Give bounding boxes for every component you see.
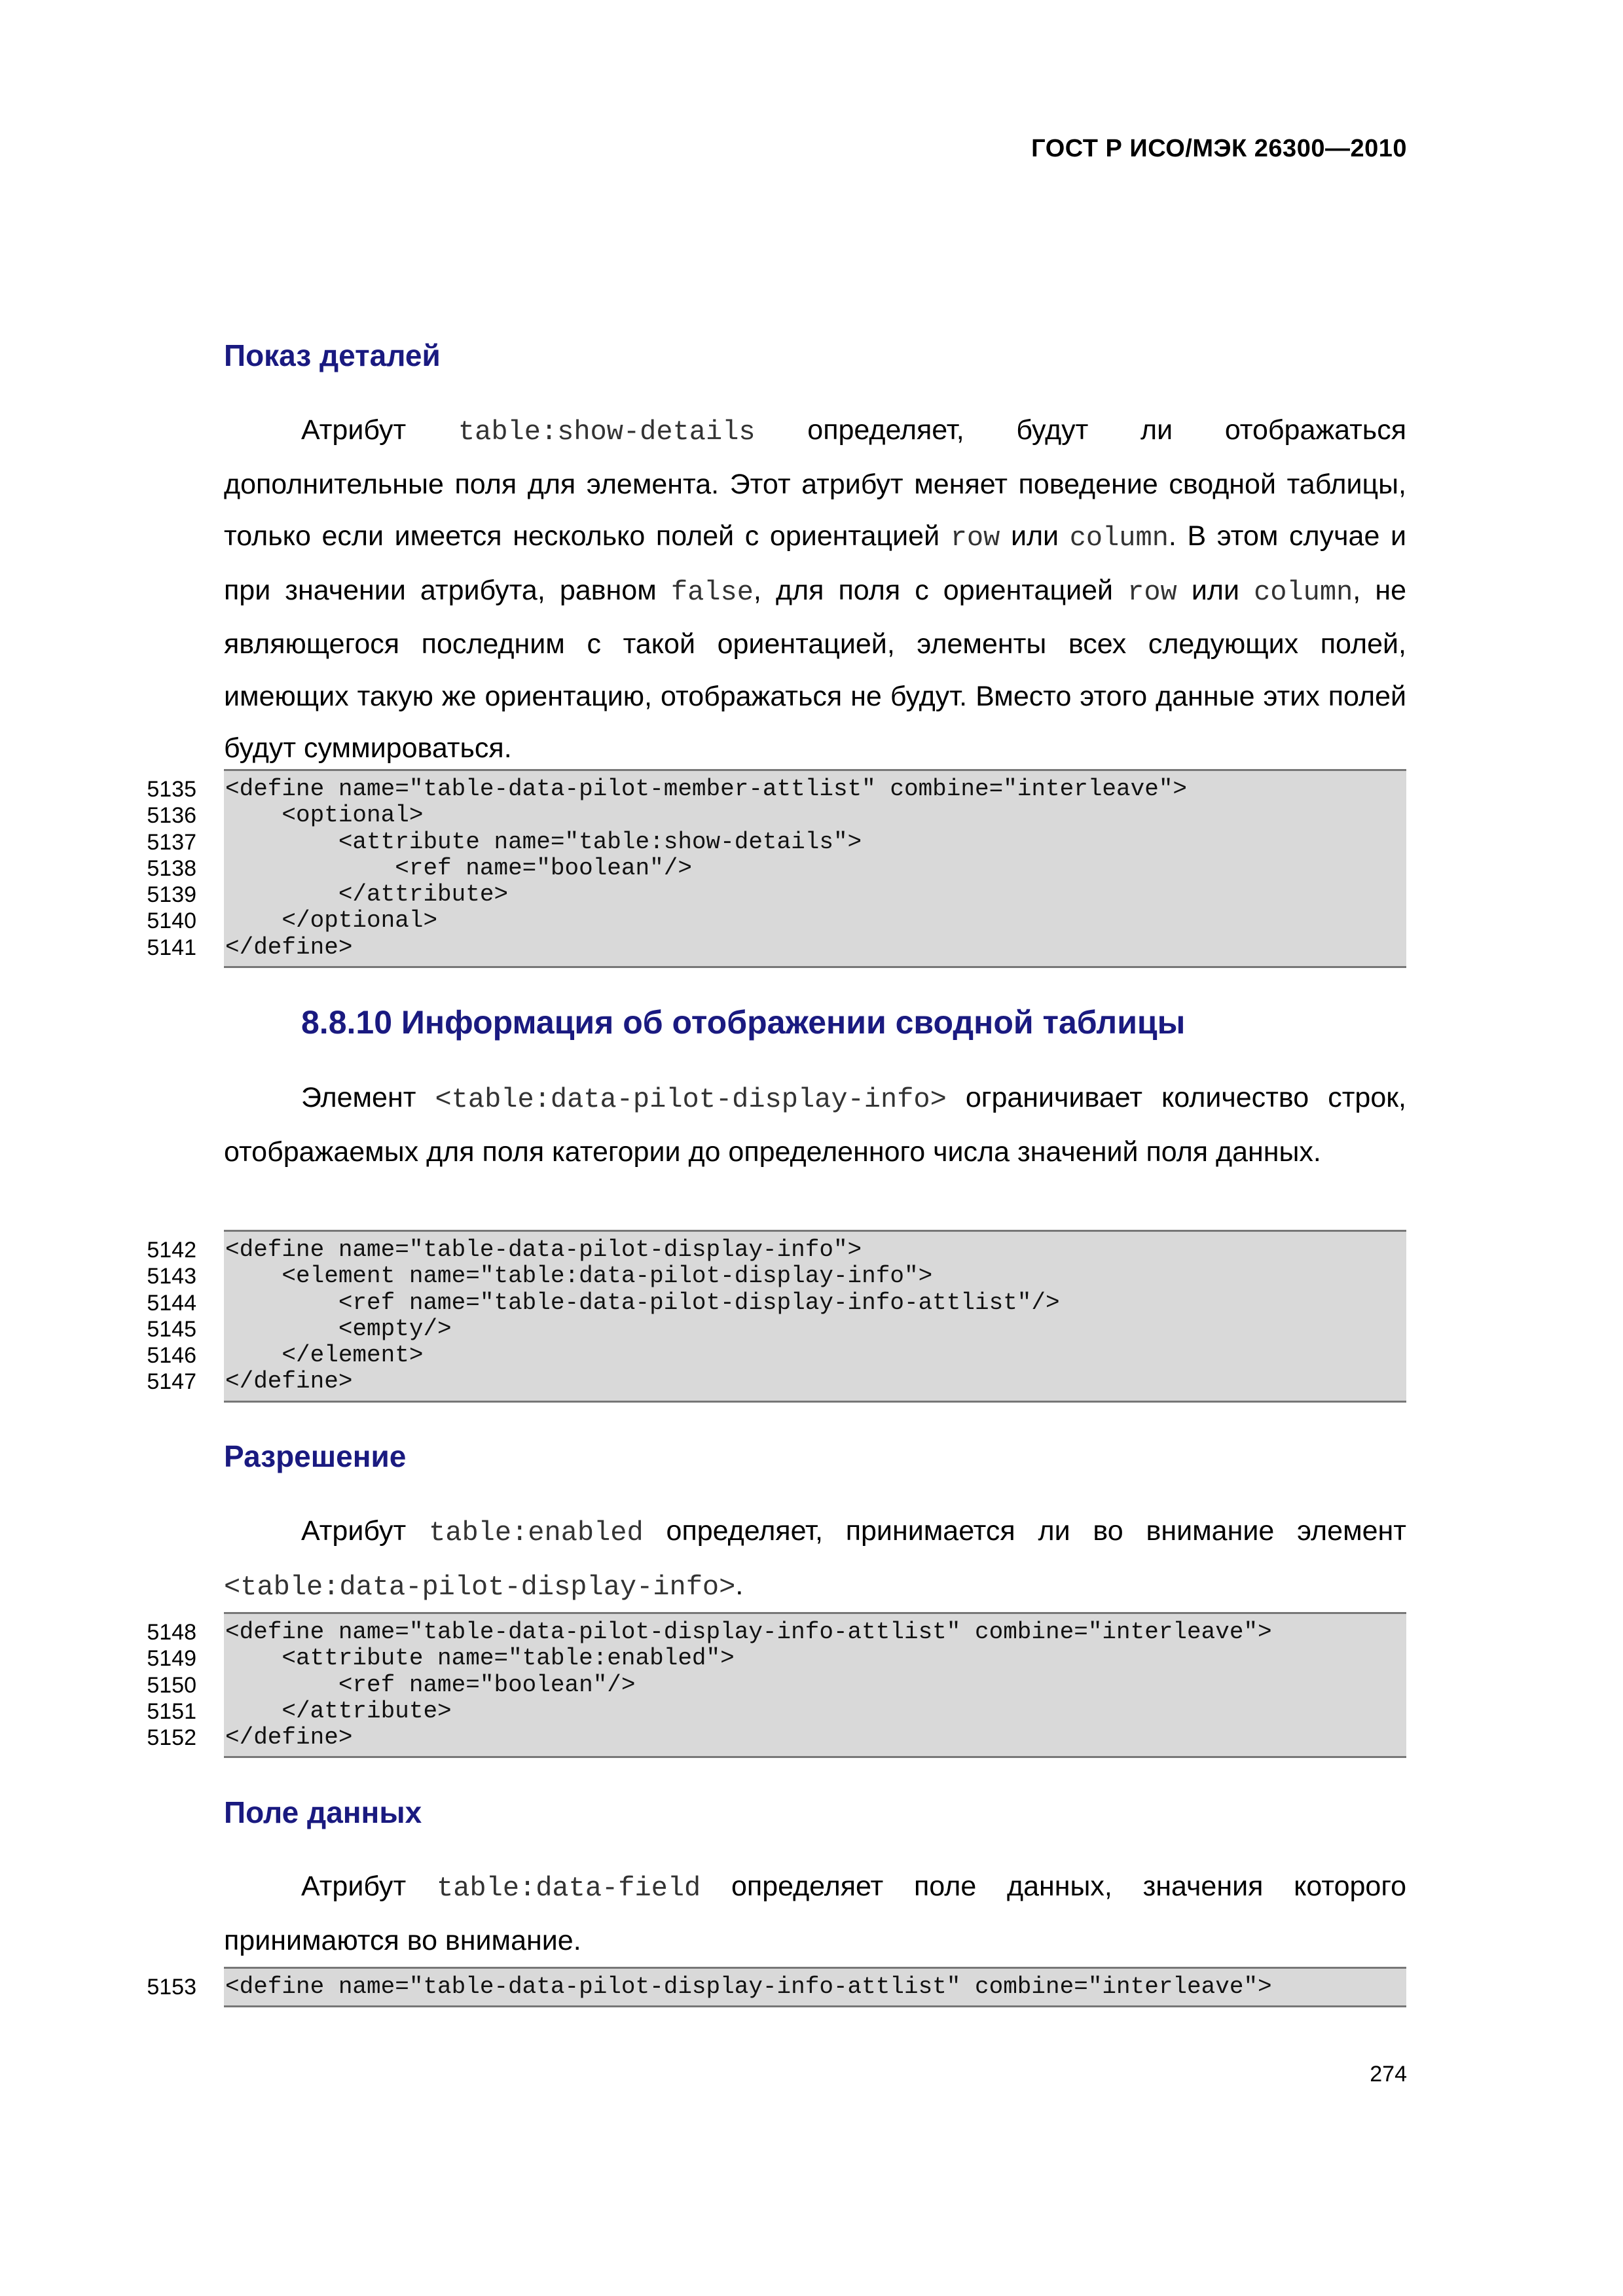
document-code-header: ГОСТ Р ИСО/МЭК 26300—2010	[1031, 135, 1407, 162]
line-number: 5149	[147, 1646, 196, 1672]
section-heading-display-info: 8.8.10 Информация об отображении сводной таблицы	[301, 1004, 1186, 1041]
section-heading-data-field: Поле данных	[224, 1795, 422, 1829]
paragraph-show-details: Атрибут table:show-details определяет, будут ли отображаться дополнительные поля для элемента. Этот атрибут меняет поведение сводной таблицы, только если имеется несколько полей с ориентацией row или column. В этом случае и при значении атрибута, равном false, для поля с ориентацией row или column, не являющегося последним с такой ориентацией, элементы всех следующих полей, имеющих такую же ориентацию, отображаться не будут. Вместо этого данные этих полей будут суммироваться.	[224, 414, 1406, 764]
code-line: 5138 <ref name="boolean"/>	[224, 855, 1406, 882]
code-term: <table:data-pilot-display-info>	[224, 1571, 736, 1603]
code-listing-enabled	[147, 1612, 1406, 1758]
line-number: 5141	[147, 935, 196, 960]
line-number: 5139	[147, 882, 196, 908]
line-number: 5144	[147, 1290, 196, 1316]
code-term: false	[670, 576, 754, 608]
code-line: 5142 <define name="table-data-pilot-display-info">	[224, 1237, 1406, 1263]
line-number: 5152	[147, 1725, 196, 1751]
code-listing-data-field	[147, 1967, 1406, 2007]
code-term: row	[950, 522, 1000, 554]
line-number: 5135	[147, 777, 196, 802]
line-number: 5146	[147, 1343, 196, 1369]
code-line: 5146 </element>	[224, 1342, 1406, 1369]
line-number: 5145	[147, 1316, 196, 1342]
code-listing-show-details	[147, 769, 1406, 968]
code-line: 5144 <ref name="table-data-pilot-display-info-attlist"/>	[224, 1290, 1406, 1316]
code-term: table:enabled	[429, 1517, 644, 1549]
paragraph-enabled: Атрибут table:enabled определяет, принимается ли во внимание элемент <table:data-pilot-display-info>.	[224, 1515, 1406, 1603]
code-line: 5143 <element name="table:data-pilot-display-info">	[224, 1263, 1406, 1289]
line-number: 5137	[147, 829, 196, 855]
code-line: 5151 </attribute>	[224, 1698, 1406, 1725]
line-number: 5142	[147, 1238, 196, 1263]
line-number: 5140	[147, 908, 196, 934]
code-line: 5153 <define name="table-data-pilot-display-info-attlist" combine="interleave">	[224, 1974, 1406, 2000]
line-number: 5138	[147, 855, 196, 881]
line-number: 5153	[147, 1975, 196, 2000]
code-term: <table:data-pilot-display-info>	[435, 1084, 947, 1115]
section-heading-enabled: Разрешение	[224, 1439, 407, 1473]
code-line: 5150 <ref name="boolean"/>	[224, 1672, 1406, 1698]
code-line: 5148 <define name="table-data-pilot-display-info-attlist" combine="interleave">	[224, 1619, 1406, 1645]
code-term: table:data-field	[437, 1873, 701, 1904]
code-line: 5135 <define name="table-data-pilot-member-attlist" combine="interleave">	[224, 776, 1406, 802]
code-term: column	[1254, 576, 1353, 608]
code-line: 5137 <attribute name="table:show-details">	[224, 829, 1406, 855]
section-heading-show-details: Показ деталей	[224, 338, 441, 372]
paragraph-display-info: Элемент <table:data-pilot-display-info> ограничивает количество строк, отображаемых для поля категории до определенного числа значений поля данных.	[224, 1082, 1406, 1168]
line-number: 5151	[147, 1698, 196, 1724]
code-line: 5147 </define>	[224, 1369, 1406, 1395]
code-line: 5149 <attribute name="table:enabled">	[224, 1645, 1406, 1672]
code-line: 5145 <empty/>	[224, 1316, 1406, 1342]
code-term: row	[1127, 576, 1177, 608]
code-line: 5140 </optional>	[224, 908, 1406, 934]
page-number: 274	[1370, 2062, 1407, 2087]
code-term: column	[1069, 522, 1169, 554]
code-line: 5152 </define>	[224, 1725, 1406, 1751]
line-number: 5143	[147, 1264, 196, 1289]
code-line: 5141 </define>	[224, 935, 1406, 961]
line-number: 5147	[147, 1369, 196, 1395]
code-listing-display-info	[147, 1230, 1406, 1403]
code-term: table:show-details	[458, 416, 756, 448]
line-number: 5136	[147, 803, 196, 829]
code-line: 5139 </attribute>	[224, 882, 1406, 908]
line-number: 5148	[147, 1620, 196, 1645]
paragraph-data-field: Атрибут table:data-field определяет поле данных, значения которого принимаются во внимание.	[224, 1871, 1406, 1956]
code-line: 5136 <optional>	[224, 802, 1406, 829]
line-number: 5150	[147, 1672, 196, 1698]
